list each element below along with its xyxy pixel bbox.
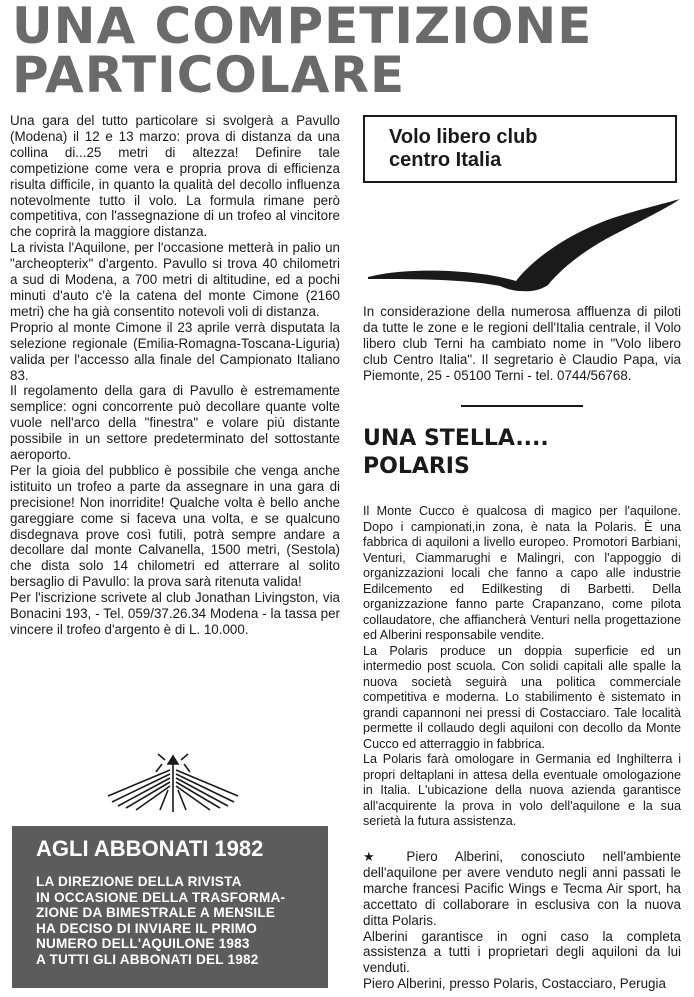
polaris-paragraph: La Polaris farà omologare in Germania ed Inghilterra i propri deltaplani in attesa della eventuale omologazione in Italia. L'ubicazione della nuova azienda garantisce all'acquirente la prova in volo dell'aquilone e la sua serietà la futura assistenza.: [363, 752, 681, 828]
stella-headline-line-2: POLARIS: [363, 454, 470, 479]
headline-line-1: UNA COMPETIZIONE: [12, 0, 593, 55]
alberini-paragraph: [363, 849, 681, 929]
subscribers-message: [36, 874, 328, 968]
article-paragraph: Proprio al monte Cimone il 23 aprile verrà disputata la selezione regionale (Emilia-Romagna-Toscana-Liguria) valida per l'accesso alla finale del Campionato Italiano 83.: [10, 319, 340, 383]
subscribers-line: NUMERO DELL'AQUILONE 1983: [36, 936, 250, 952]
alberini-intro: Piero Alberini, conosciuto nell'ambiente dell'aquilone per avere venduto negli anni passati le marche francesi Pacific Wings e Tecma Air sport, ha accettato di collaborare in esclusiva con la nuova ditta Polaris.: [363, 849, 681, 928]
subscribers-line: A TUTTI GLI ABBONATI DEL 1982: [36, 951, 259, 967]
subscribers-notice: [12, 826, 328, 988]
section-divider: [461, 405, 583, 407]
club-title-line-1: Volo libero club: [389, 126, 538, 148]
polaris-article: [363, 504, 681, 830]
club-title-line-2: centro Italia: [389, 149, 502, 171]
stella-headline-line-1: UNA STELLA....: [363, 426, 549, 451]
subscribers-line: ZIONE DA BIMESTRALE A MENSILE: [36, 905, 276, 921]
article-paragraph: Il regolamento della gara di Pavullo è estremamente semplice: ogni concorrente può decollare quante volte vuole nell'arco della "finestra" e volare più distante possibile in un settore predeterminato del sottostante aeroporto.: [10, 383, 340, 463]
seagull-illustration-icon: [366, 195, 682, 295]
club-paragraph: In considerazione della numerosa affluenza di piloti da tutte le zone e le regioni dell'Italia centrale, il Volo libero club Terni ha cambiato nome in "Volo libero club Centro Italia". Il segretario è Claudio Papa, via Piemonte, 25 - 05100 Terni - tel. 0744/56768.: [363, 304, 681, 383]
alberini-note: [363, 849, 681, 992]
star-icon: ★: [363, 849, 389, 864]
polaris-paragraph: Il Monte Cucco è qualcosa di magico per l'aquilone. Dopo i campionati,in zona, è nata la Polaris. È una fabbrica di aquiloni a livello europeo. Promotori Barbiani, Venturi, Ciammarughi e Malingri, con l'appoggio di organizzazioni locali che fanno a capo alle industrie Edilcemento ed Edilkesting di Barbetti. Della organizzazione fanno parte Crapanzano, come pilota collaudatore, che affiancherà Venturi nella progettazione ed Alberini responsabile vendite.: [363, 504, 681, 642]
subscribers-line: IN OCCASIONE DELLA TRASFORMA-: [36, 889, 286, 905]
headline-line-2: PARTICOLARE: [12, 46, 406, 104]
competition-article: [10, 113, 340, 638]
subscribers-line: LA DIREZIONE DELLA RIVISTA: [36, 874, 242, 889]
subscribers-line: HA DECISO DI INVIARE IL PRIMO: [36, 920, 258, 936]
archeopterix-eagle-icon: [98, 750, 248, 812]
article-paragraph: La rivista l'Aquilone, per l'occasione metterà in palio un "archeopterix" d'argento. Pavullo si trova 40 chilometri a sud di Modena, a 700 metri di altitudine, ed a pochi minuti d'auto c'è la catena del monte Cimone (2160 metri) che ha già consentito notevoli voli di distanza.: [10, 240, 340, 319]
article-paragraph: Per l'iscrizione scrivete al club Jonathan Livingston, via Bonacini 193, - Tel. 059/37.26.34 Modena - la tassa per vincere il trofeo d'argento è di L. 10.000.: [10, 590, 340, 637]
alberini-paragraph: Piero Alberini, presso Polaris, Costacciaro, Perugia: [363, 976, 666, 992]
club-announcement: [363, 304, 681, 384]
main-headline: [12, 0, 692, 104]
subscribers-title: AGLI ABBONATI 1982: [36, 836, 264, 861]
article-paragraph: Una gara del tutto particolare si svolgerà a Pavullo (Modena) il 12 e 13 marzo: prova di distanza da una collina di...25 metri di altezza! Definire tale competizione come vera e propria prova di efficienza risulta difficile, in quanto la qualità del decollo influenza notevolmente tutto il volo. La formula rimane però competitiva, con l'assegnazione di un trofeo al vincitore che coprirà la maggiore distanza.: [10, 113, 340, 240]
polaris-paragraph: La Polaris produce un doppia superficie ed un intermedio post scuola. Con solidi capitali alle spalle la nuova società seguirà una politica commerciale competitiva e moderna. Lo stabilimento è sistemato in grandi capannoni nei pressi di Costacciaro. Tale località permette il collaudo degli aquiloni con decollo da Monte Cucco ed atterraggio in fabbrica.: [363, 643, 681, 751]
stella-headline: [363, 425, 681, 481]
article-paragraph: Per la gioia del pubblico è possibile che venga anche istituito un trofeo a parte da assegnare in una gara di precisione! Non inorridite! Qualche volta è bello anche gareggiare come si faceva una volta, e se qualcuno disdegnava prove così futili, potrà sempre andare a decollare dal monte Calvanella, 1500 metri, (Sestola) che dista solo 14 chilometri ed atterrare al solito bersaglio di Pavullo: la prova sarà ritenuta valida!: [10, 462, 340, 590]
club-title-box: [363, 115, 677, 183]
alberini-paragraph: Alberini garantisce in ogni caso la completa assistenza a tutti i proprietari degli aquiloni da lui venduti.: [363, 928, 681, 976]
